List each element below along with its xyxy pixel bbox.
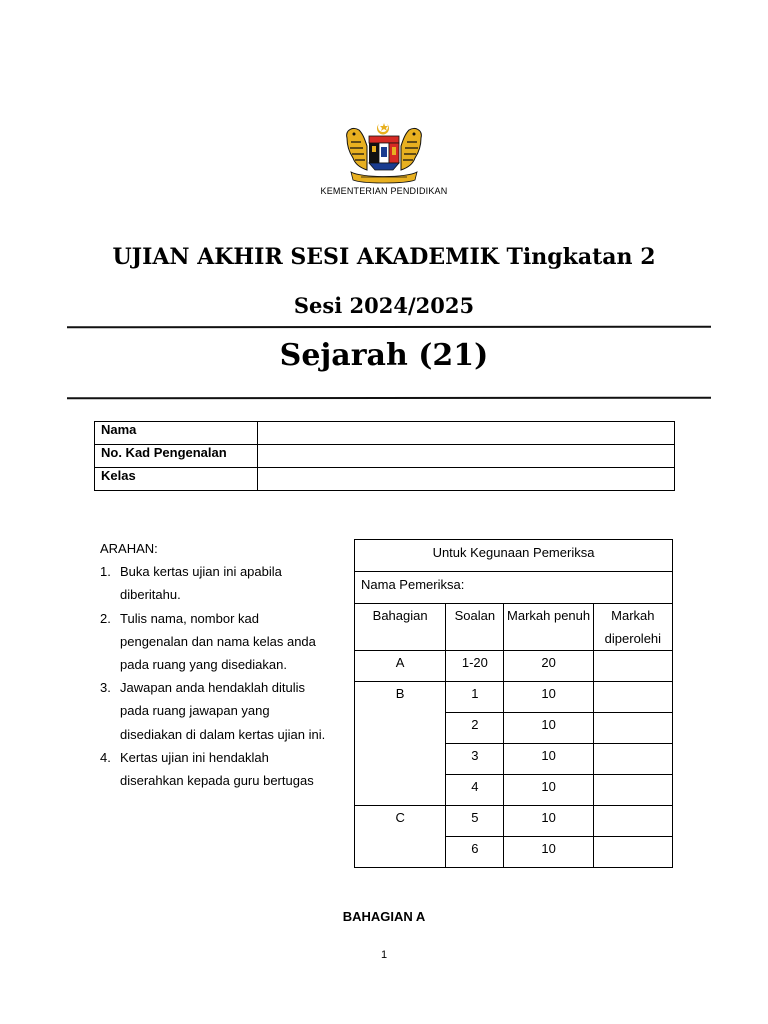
- section-cell: B: [355, 682, 446, 806]
- instruction-number: 2.: [100, 610, 111, 626]
- question-cell: 6: [446, 837, 504, 868]
- obtained-marks-cell[interactable]: [593, 744, 672, 775]
- exam-session: Sesi 2024/2025: [293, 293, 475, 318]
- ic-number-field[interactable]: [258, 445, 675, 468]
- info-row-name: [95, 422, 675, 445]
- examiner-title-row: [355, 540, 673, 572]
- table-row: [355, 682, 673, 713]
- info-row-class: [95, 468, 675, 491]
- question-cell: 4: [446, 775, 504, 806]
- obtained-marks-cell[interactable]: [593, 682, 672, 713]
- table-row: [355, 651, 673, 682]
- instruction-number: 4.: [100, 749, 111, 765]
- instructions-list: [100, 560, 330, 792]
- instructions-block: [100, 537, 330, 792]
- class-field[interactable]: [258, 468, 675, 491]
- instruction-item: [100, 746, 330, 792]
- table-row: [355, 806, 673, 837]
- question-cell: 2: [446, 713, 504, 744]
- obtained-marks-cell[interactable]: [593, 651, 672, 682]
- instruction-text: Jawapan anda hendaklah ditulis pada ruang jawapan yang disediakan di dalam kertas ujian ini.: [120, 680, 326, 742]
- examiner-name-row: [355, 572, 673, 604]
- question-cell: 1-20: [446, 651, 504, 682]
- exam-title: UJIAN AKHIR SESI AKADEMIK Tingkatan 2: [112, 244, 656, 270]
- obtained-marks-cell[interactable]: [593, 806, 672, 837]
- obtained-marks-cell[interactable]: [593, 775, 672, 806]
- divider-top: [67, 326, 711, 329]
- question-cell: 1: [446, 682, 504, 713]
- section-a-heading: BAHAGIAN A: [342, 909, 426, 924]
- student-info-table: [94, 421, 675, 491]
- instruction-text: Tulis nama, nombor kad pengenalan dan nama kelas anda pada ruang yang disediakan.: [120, 610, 316, 673]
- question-cell: 3: [446, 744, 504, 775]
- examiner-name-label[interactable]: Nama Pemeriksa:: [355, 572, 673, 604]
- instruction-number: 1.: [100, 564, 111, 580]
- question-cell: 5: [446, 806, 504, 837]
- full-marks-cell: 10: [504, 837, 593, 868]
- ic-number-label: No. Kad Pengenalan: [95, 445, 258, 468]
- full-marks-cell: 10: [504, 682, 593, 713]
- class-label: Kelas: [95, 468, 258, 491]
- instruction-item: [100, 607, 330, 677]
- full-marks-cell: 20: [504, 651, 593, 682]
- full-marks-cell: 10: [504, 775, 593, 806]
- section-cell: A: [355, 651, 446, 682]
- info-row-ic: [95, 445, 675, 468]
- instruction-number: 3.: [100, 680, 111, 696]
- instruction-text: Kertas ujian ini hendaklah diserahkan kepada guru bertugas: [120, 749, 314, 789]
- col-header-question: Soalan: [446, 604, 504, 651]
- col-header-full-marks: Markah penuh: [504, 604, 593, 651]
- full-marks-cell: 10: [504, 806, 593, 837]
- obtained-marks-cell[interactable]: [593, 837, 672, 868]
- instructions-heading: ARAHAN:: [100, 541, 158, 556]
- section-cell: C: [355, 806, 446, 868]
- full-marks-cell: 10: [504, 744, 593, 775]
- name-label: Nama: [95, 422, 258, 445]
- examiner-table: [354, 539, 673, 868]
- obtained-marks-cell[interactable]: [593, 713, 672, 744]
- examiner-table-title: Untuk Kegunaan Pemeriksa: [355, 540, 673, 572]
- col-header-marks-obtained: Markah diperolehi: [593, 604, 672, 651]
- ministry-name: KEMENTERIAN PENDIDIKAN: [320, 186, 448, 196]
- col-header-section: Bahagian: [355, 604, 446, 651]
- page-number: 1: [380, 949, 388, 961]
- instruction-text: Buka kertas ujian ini apabila diberitahu.: [120, 564, 282, 603]
- instruction-item: [100, 676, 330, 746]
- subject-title: Sejarah (21): [279, 338, 489, 373]
- full-marks-cell: 10: [504, 713, 593, 744]
- name-field[interactable]: [258, 422, 675, 445]
- coat-of-arms-logo: [341, 120, 427, 184]
- examiner-header-row: [355, 604, 673, 651]
- divider-bottom: [67, 397, 711, 400]
- instruction-item: [100, 560, 330, 606]
